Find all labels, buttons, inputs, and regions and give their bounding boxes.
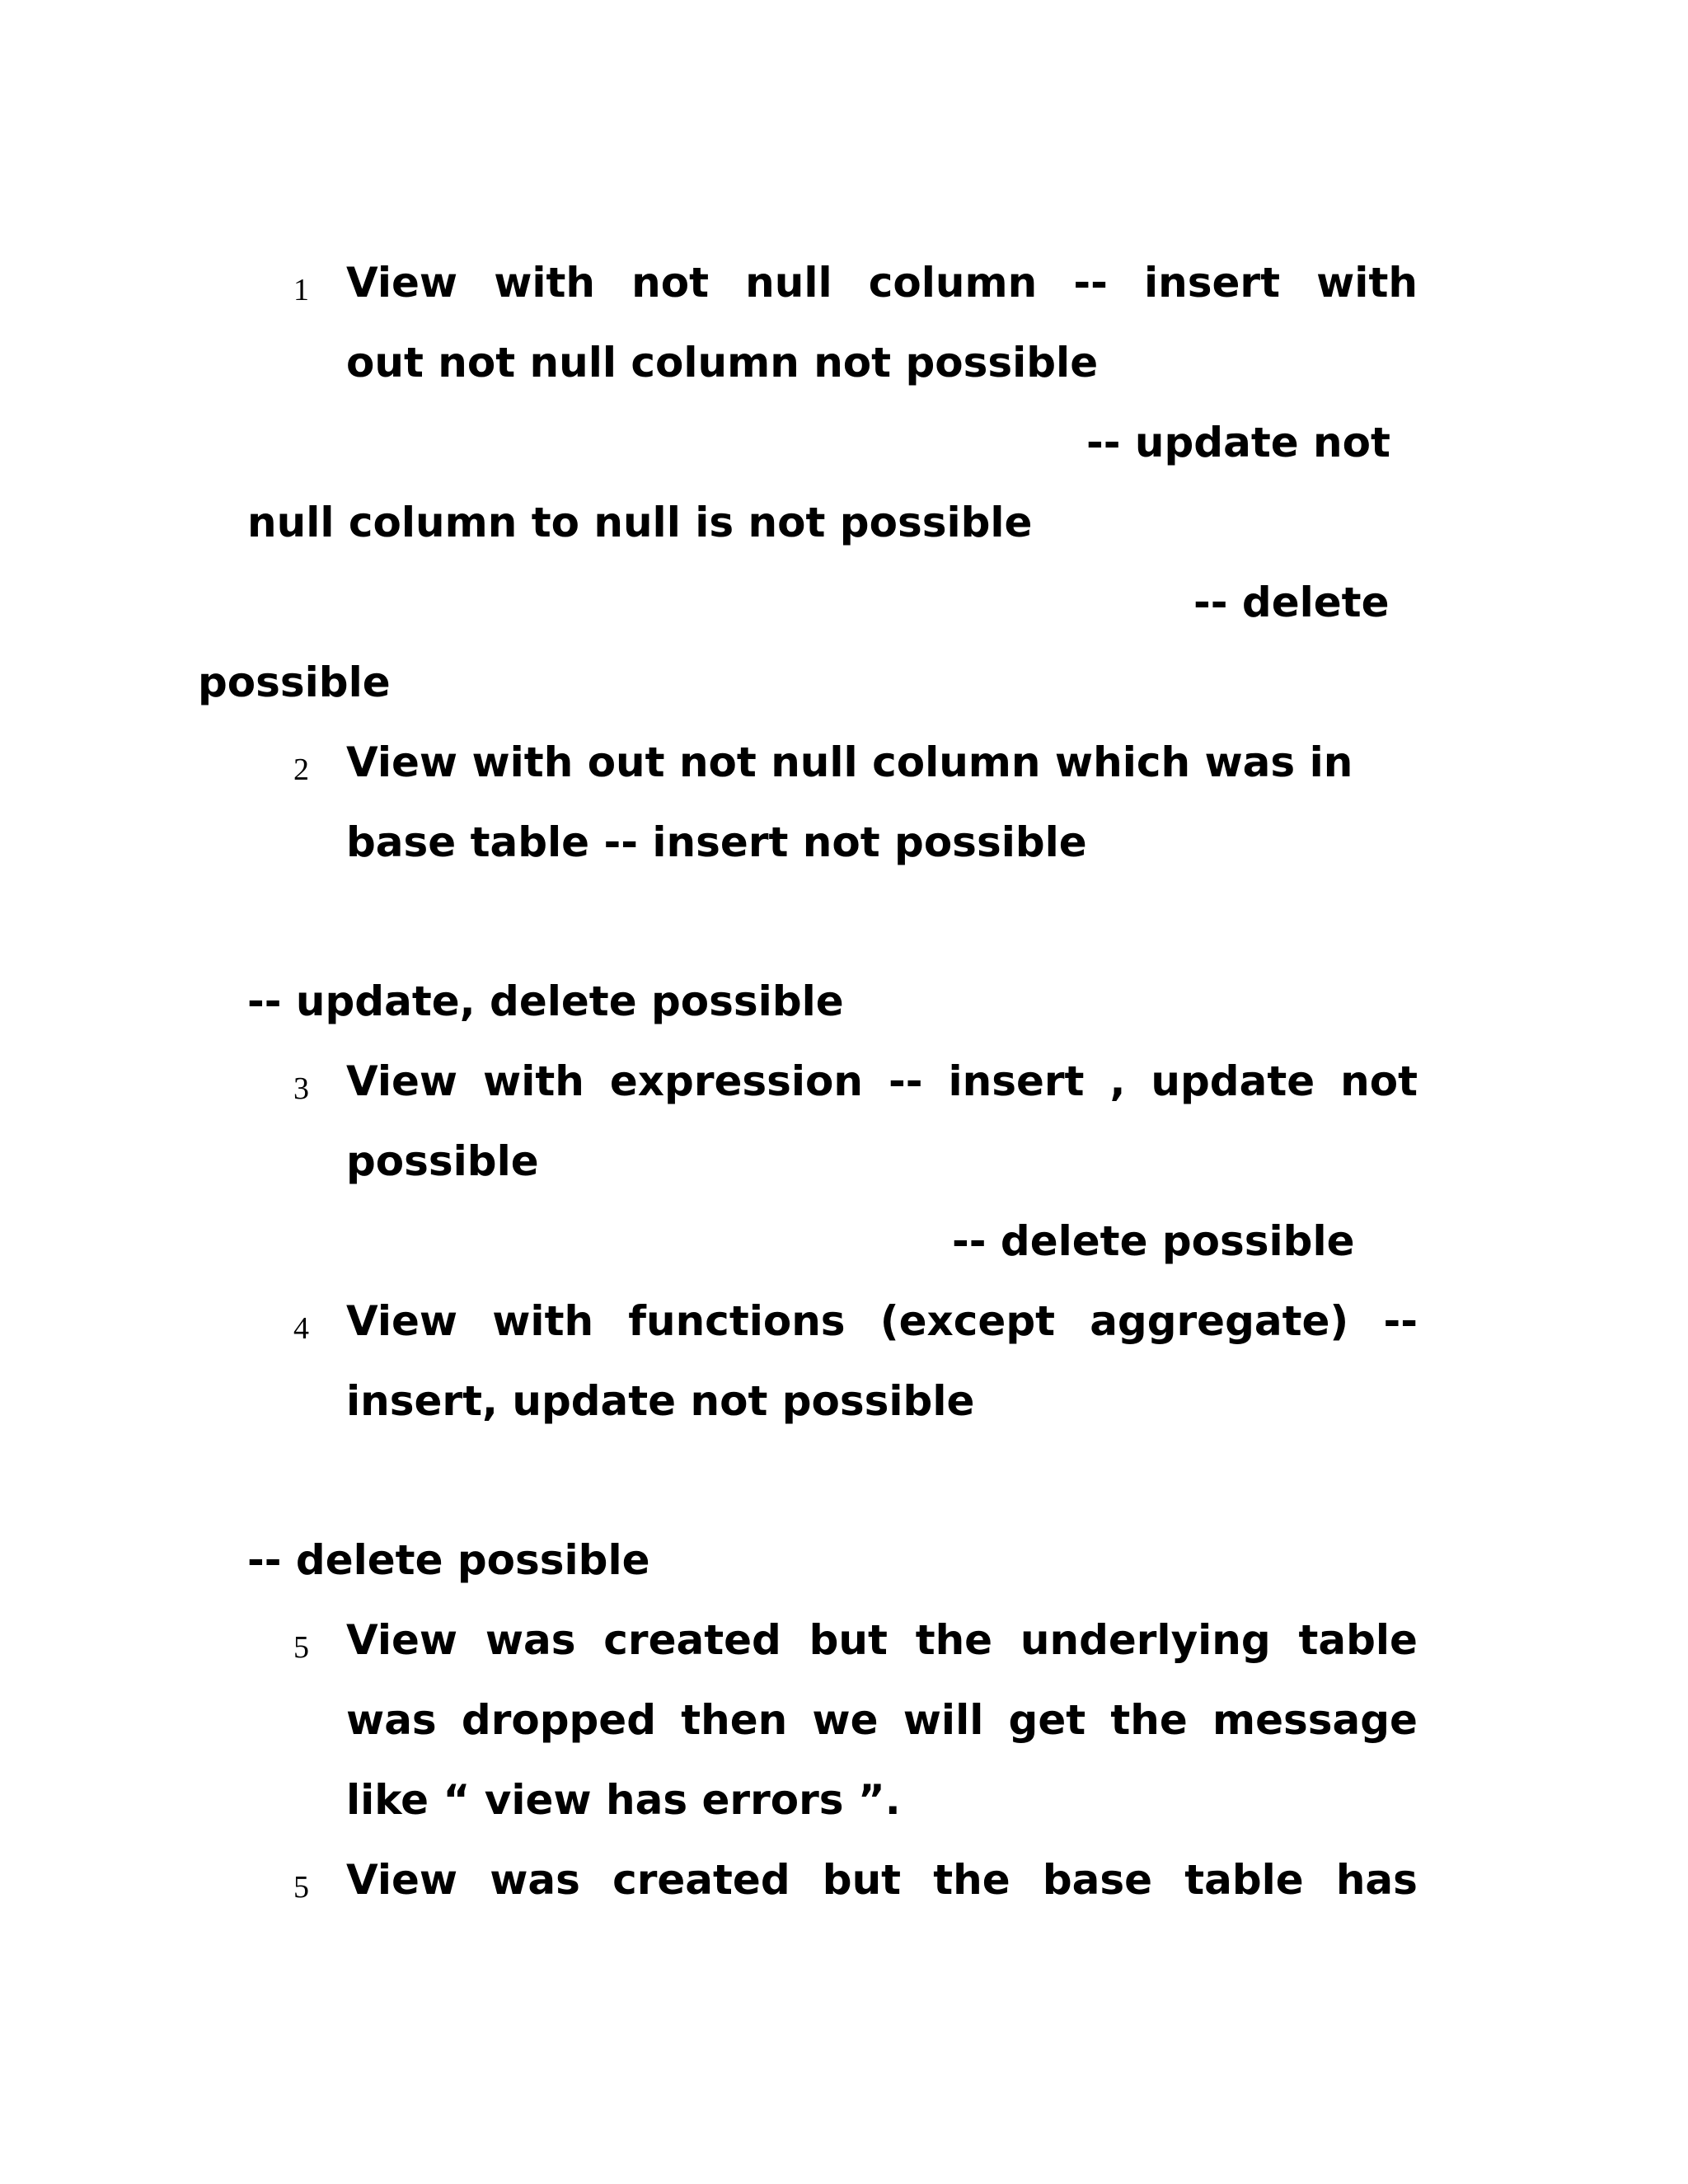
word: has bbox=[1335, 1856, 1418, 1904]
item-3-line-2: possible bbox=[346, 1137, 539, 1185]
word: get bbox=[1008, 1696, 1086, 1744]
word: with bbox=[483, 1057, 584, 1105]
word: View bbox=[346, 259, 458, 307]
item-3-line-1 bbox=[346, 1057, 1418, 1105]
item-number: 5 bbox=[293, 1630, 309, 1665]
word: with bbox=[492, 1297, 594, 1345]
word: not bbox=[1340, 1057, 1418, 1105]
word: created bbox=[612, 1856, 790, 1904]
item-4-line-1 bbox=[346, 1297, 1418, 1345]
item-1-line-1 bbox=[346, 259, 1418, 307]
word: but bbox=[822, 1856, 902, 1904]
word: dropped bbox=[461, 1696, 656, 1744]
word: -- bbox=[1383, 1297, 1418, 1345]
item-number: 4 bbox=[293, 1311, 309, 1346]
item-4-line-2: insert, update not possible bbox=[346, 1377, 975, 1425]
word: update bbox=[1151, 1057, 1315, 1105]
word: was bbox=[346, 1696, 437, 1744]
word: message bbox=[1212, 1696, 1418, 1744]
word: base bbox=[1042, 1856, 1153, 1904]
word: column bbox=[868, 259, 1038, 307]
item-4-continuation-1: -- delete possible bbox=[247, 1536, 650, 1584]
word: -- bbox=[888, 1057, 923, 1105]
word: the bbox=[933, 1856, 1010, 1904]
word: View bbox=[346, 1616, 458, 1664]
word: table bbox=[1298, 1616, 1418, 1664]
item-1-line-2: out not null column not possible bbox=[346, 339, 1099, 387]
item-number: 3 bbox=[293, 1071, 309, 1106]
word: (except bbox=[879, 1297, 1056, 1345]
item-5-line-2 bbox=[346, 1696, 1418, 1744]
word: the bbox=[915, 1616, 993, 1664]
word: aggregate) bbox=[1090, 1297, 1349, 1345]
word: View bbox=[346, 1057, 458, 1105]
word: created bbox=[603, 1616, 781, 1664]
item-2-line-1: View with out not null column which was in bbox=[346, 738, 1353, 786]
item-1-continuation-1: -- update not bbox=[1086, 419, 1390, 466]
word: was bbox=[490, 1856, 580, 1904]
word: -- bbox=[1073, 259, 1108, 307]
word: underlying bbox=[1020, 1616, 1271, 1664]
word: but bbox=[809, 1616, 888, 1664]
word: expression bbox=[609, 1057, 863, 1105]
word: insert bbox=[948, 1057, 1085, 1105]
item-number: 5 bbox=[293, 1870, 309, 1905]
word: functions bbox=[628, 1297, 846, 1345]
item-5-line-1 bbox=[346, 1616, 1418, 1664]
item-1-continuation-3: -- delete bbox=[1193, 579, 1390, 626]
item-1-continuation-2: null column to null is not possible bbox=[247, 499, 1033, 546]
item-number: 1 bbox=[293, 273, 309, 307]
word: , bbox=[1109, 1057, 1126, 1105]
word: View bbox=[346, 1297, 458, 1345]
word: not bbox=[631, 259, 710, 307]
word: with bbox=[494, 259, 596, 307]
word: was bbox=[485, 1616, 576, 1664]
word: will bbox=[903, 1696, 984, 1744]
item-2-continuation-1: -- update, delete possible bbox=[247, 977, 844, 1025]
item-5-line-3: like “ view has errors ”. bbox=[346, 1776, 901, 1824]
word: table bbox=[1184, 1856, 1304, 1904]
word: the bbox=[1110, 1696, 1188, 1744]
word: null bbox=[745, 259, 832, 307]
word: insert bbox=[1144, 259, 1280, 307]
item-2-line-2: base table -- insert not possible bbox=[346, 818, 1087, 866]
item-1-continuation-4: possible bbox=[198, 658, 391, 706]
item-number: 2 bbox=[293, 752, 309, 787]
item-6-line-1 bbox=[346, 1856, 1418, 1904]
word: View bbox=[346, 1856, 458, 1904]
word: then bbox=[681, 1696, 788, 1744]
item-3-continuation-1: -- delete possible bbox=[952, 1217, 1355, 1265]
word: with bbox=[1316, 259, 1418, 307]
word: we bbox=[812, 1696, 879, 1744]
